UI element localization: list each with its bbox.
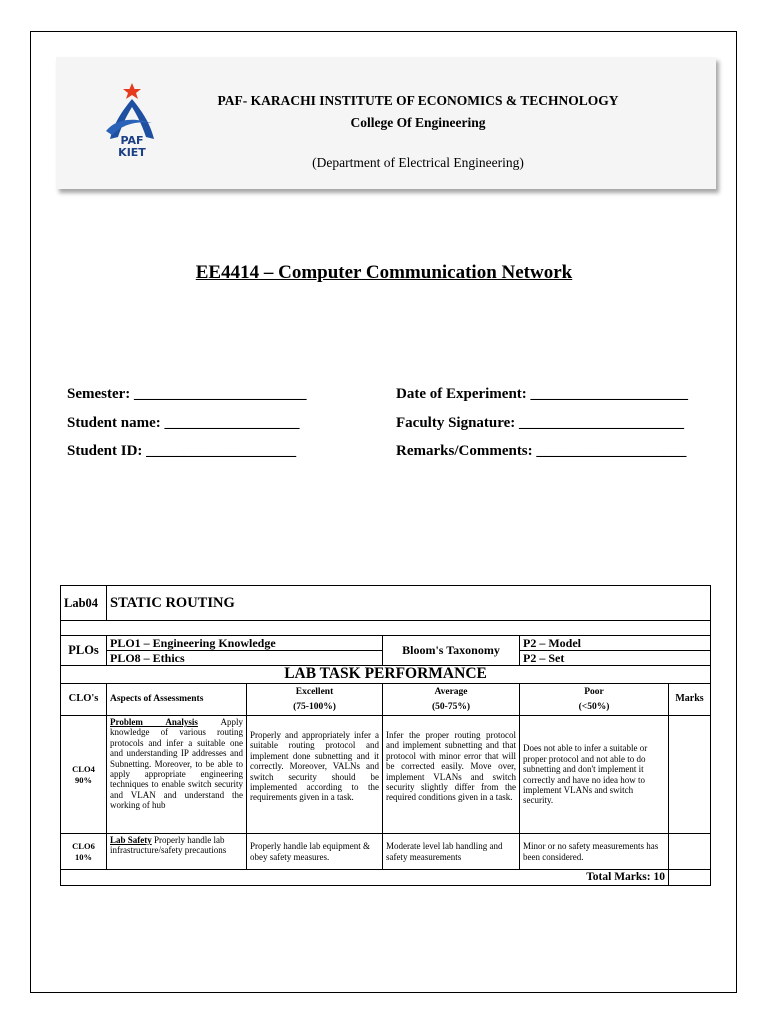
student-id-field: Student ID: ____________________: [67, 443, 297, 459]
paf-kiet-logo: [102, 81, 172, 161]
plo-row-1: [61, 636, 711, 651]
department-name: (Department of Electrical Engineering): [312, 155, 524, 170]
institute-name: PAF- KARACHI INSTITUTE OF ECONOMICS & TECHNOLOGY: [217, 93, 619, 108]
svg-text:PAF: PAF: [120, 134, 144, 147]
lab-number: Lab04: [61, 586, 107, 621]
col-average: Average (50-75%): [383, 684, 520, 716]
total-marks-cell: [669, 870, 711, 886]
header-row: [61, 684, 711, 716]
p2-set: P2 – Set: [520, 651, 711, 666]
excellent-cell: Properly handle lab equipment & obey safety measures.: [247, 834, 383, 870]
table-row: [61, 834, 711, 870]
excellent-cell: Properly and appropriately infer a suitable routing protocol and implement done subnetting and it correctly. Moreover, VALNs and switch security should be implemented according to the requirements given in a task.: [247, 716, 383, 834]
blooms-taxonomy-label: Bloom's Taxonomy: [383, 636, 520, 666]
letterhead: [56, 57, 716, 189]
lab-task-performance-title: LAB TASK PERFORMANCE: [61, 666, 711, 684]
semester-field: Semester: _______________________: [67, 386, 307, 402]
average-cell: Infer the proper routing protocol and implement subnetting and that protocol with minor error that will be corrected easily. Move over, implement VLANs and switch security slightly differ from the required conditions given in a task.: [383, 716, 520, 834]
performance-title-row: [61, 666, 711, 684]
marks-cell: [669, 834, 711, 870]
col-clos: CLO's: [61, 684, 107, 716]
plos-label: PLOs: [61, 636, 107, 666]
clo4-cell: CLO4 90%: [61, 716, 107, 834]
rubric-table: [60, 585, 711, 886]
remarks-field: Remarks/Comments: ____________________: [396, 443, 687, 459]
spacer-row: [61, 621, 711, 636]
faculty-signature-field: Faculty Signature: ______________________: [396, 415, 685, 431]
college-name: College Of Engineering: [350, 115, 486, 130]
course-title: EE4414 – Computer Communication Network: [195, 262, 573, 283]
svg-text:KIET: KIET: [118, 146, 146, 159]
average-cell: Moderate level lab handling and safety measurements: [383, 834, 520, 870]
table-row: [61, 716, 711, 834]
lab-safety-cell: Lab Safety Properly handle lab infrastructure/safety precautions: [107, 834, 247, 870]
poor-cell: Minor or no safety measurements has been considered.: [520, 834, 669, 870]
problem-analysis-cell: Problem Analysis Apply knowledge of various routing protocols and infer a suitable one and understanding IP addresses and Subnetting. Moreover, to be able to apply appropriate engineering techniques to enable switch security and VLAN and understand the working of hub: [107, 716, 247, 834]
student-name-field: Student name: __________________: [67, 415, 300, 431]
total-marks: Total Marks: 10: [61, 870, 669, 886]
col-marks: Marks: [669, 684, 711, 716]
p2-model: P2 – Model: [520, 636, 711, 651]
poor-cell: Does not able to infer a suitable or proper protocol and not able to do subnetting and don't implement it correctly and have no idea how to implement VLANs and switch security.: [520, 716, 669, 834]
col-aspects: Aspects of Assessments: [107, 684, 247, 716]
total-row: [61, 870, 711, 886]
clo6-cell: CLO6 10%: [61, 834, 107, 870]
plo1: PLO1 – Engineering Knowledge: [107, 636, 383, 651]
lab-row: [61, 586, 711, 621]
lab-title: STATIC ROUTING: [107, 586, 711, 621]
col-poor: Poor (<50%): [520, 684, 669, 716]
marks-cell: [669, 716, 711, 834]
date-of-experiment-field: Date of Experiment: _____________________: [396, 386, 689, 402]
plo8: PLO8 – Ethics: [107, 651, 383, 666]
col-excellent: Excellent (75-100%): [247, 684, 383, 716]
